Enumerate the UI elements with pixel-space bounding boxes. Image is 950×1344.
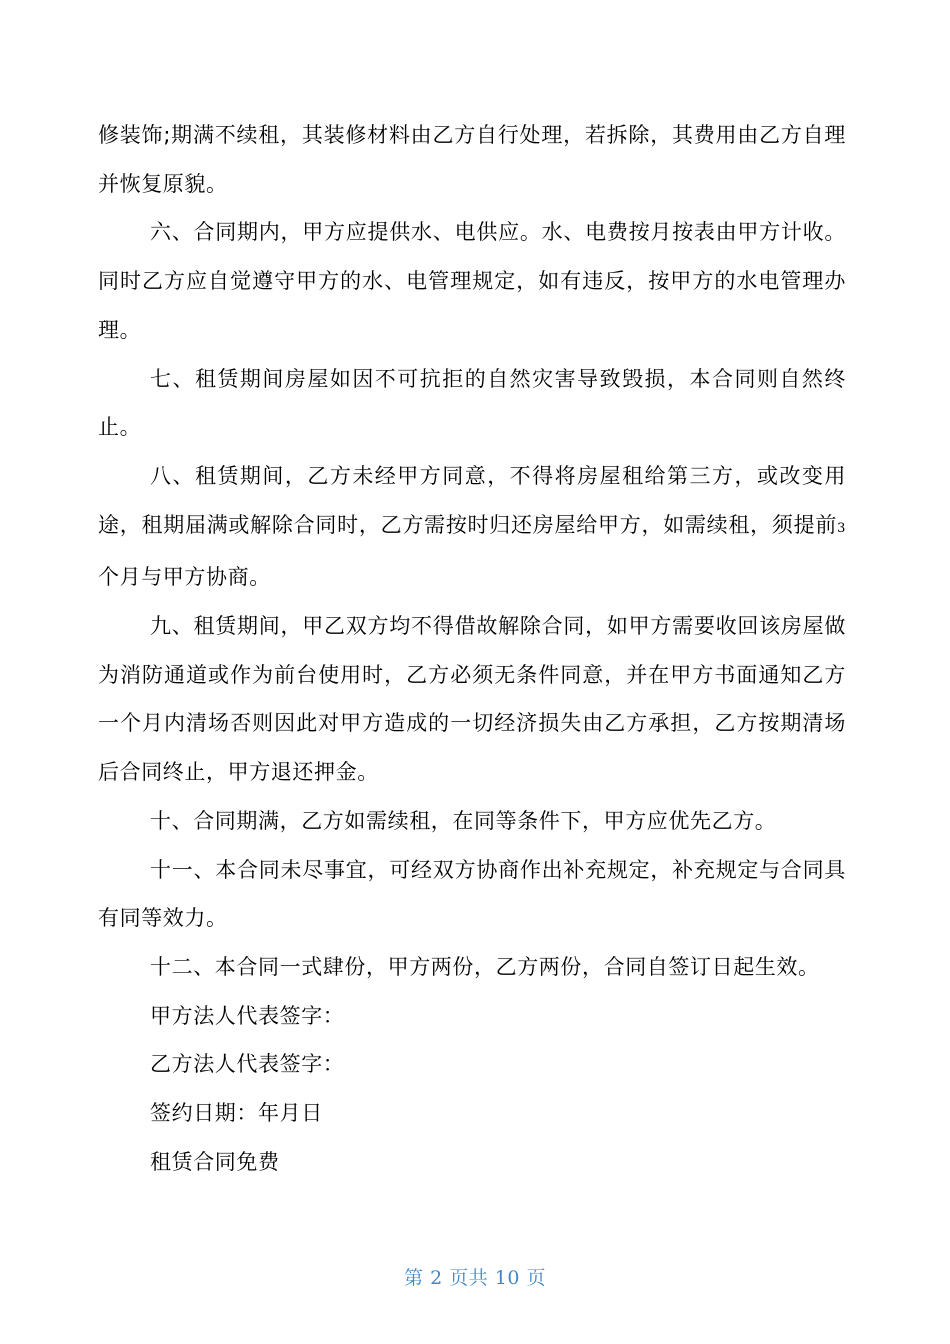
- clause-eight-text-end: 个月与甲方协商。: [98, 565, 271, 590]
- clause-six: 六、合同期内，甲方应提供水、电供应。水、电费按月按表由甲方计收。同时乙方应自觉遵守甲方的水、电管理规定，如有违反，按甲方的水电管理办理。: [98, 220, 846, 342]
- signing-date-label: 签约日期：年月日: [150, 1101, 323, 1126]
- clause-eight: [98, 452, 846, 602]
- clause-twelve: 十二、本合同一式肆份，甲方两份，乙方两份，合同自签订日起生效。: [150, 954, 820, 979]
- paragraph-renovation-continued: 修装饰;期满不续租，其装修材料由乙方自行处理，若拆除，其费用由乙方自理并恢复原貌。: [98, 123, 846, 196]
- closing-line: 租赁合同免费: [150, 1149, 280, 1174]
- party-b-signature-label: 乙方法人代表签字：: [150, 1052, 345, 1077]
- clause-nine: 九、租赁期间，甲乙双方均不得借故解除合同，如甲方需要收回该房屋做为消防通道或作为前台使用时，乙方必须无条件同意，并在甲方书面通知乙方一个月内清场否则因此对甲方造成的一切经济损失由乙方承担，乙方按期清场后合同终止，甲方退还押金。: [98, 614, 846, 785]
- party-a-signature-label: 甲方法人代表签字：: [150, 1003, 345, 1028]
- clause-ten: 十、合同期满，乙方如需续租，在同等条件下，甲方应优先乙方。: [150, 808, 777, 833]
- clause-eight-text-start: 八、租赁期间，乙方未经甲方同意，不得将房屋租给第三方，或改变用途，租期届满或解除合同时，乙方需按时归还房屋给甲方，如需续租，须提前: [98, 463, 846, 537]
- clause-eleven: 十一、本合同未尽事宜，可经双方协商作出补充规定，补充规定与合同具有同等效力。: [98, 857, 846, 931]
- clause-eight-months-number: 3: [837, 520, 846, 536]
- document-body: [98, 111, 846, 1186]
- clause-seven: 七、租赁期间房屋如因不可抗拒的自然灾害导致毁损，本合同则自然终止。: [98, 366, 846, 440]
- page-number-footer: 第 2 页共 10 页: [404, 1267, 546, 1289]
